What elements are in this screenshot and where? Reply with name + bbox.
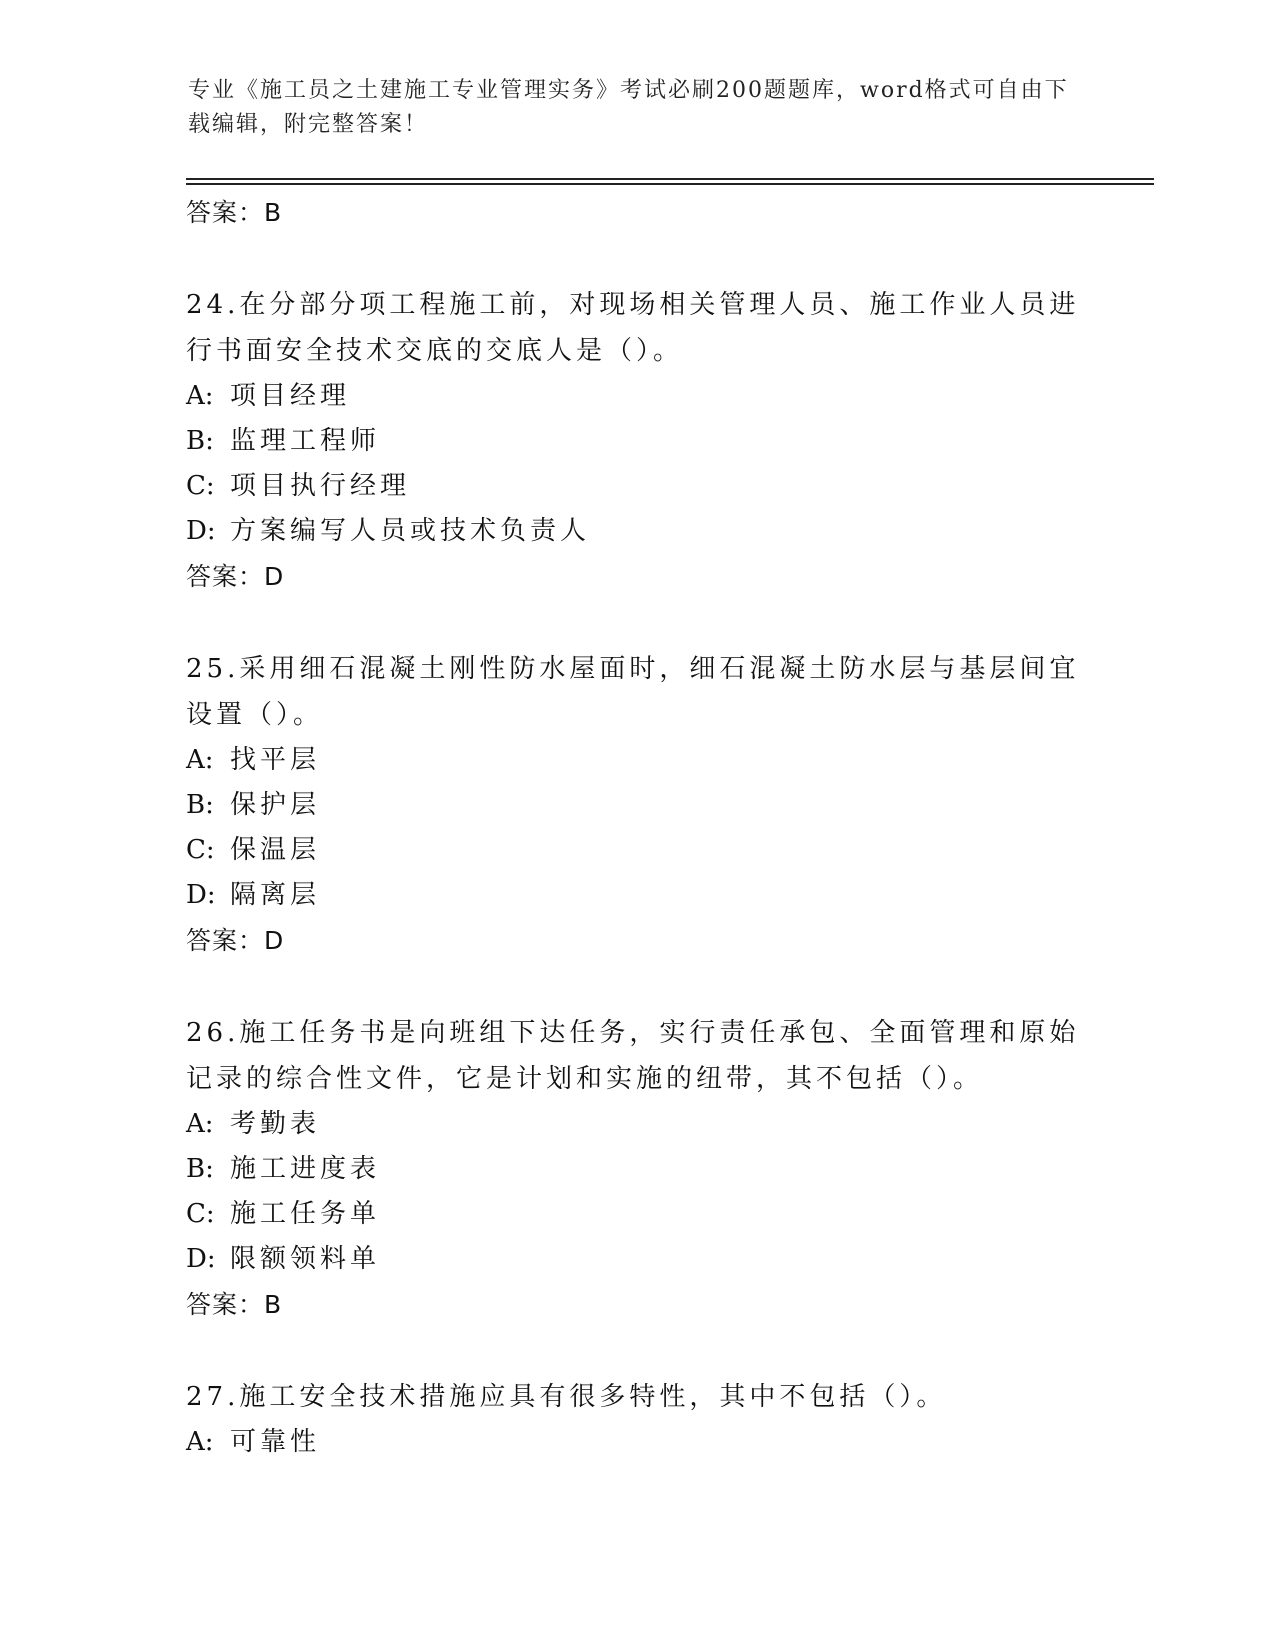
page-header: 专业《施工员之土建施工专业管理实务》考试必刷200题题库，word格式可自由下载编辑，附完整答案！: [188, 78, 1069, 137]
question-24: [186, 282, 1086, 600]
option-letter: A:: [186, 1109, 214, 1139]
option-letter: B:: [186, 1154, 214, 1184]
option-a: [186, 738, 1086, 783]
question-number: 25.: [186, 654, 240, 684]
option-letter: D:: [186, 880, 216, 910]
option-d: [186, 1237, 1086, 1282]
question-body: 采用细石混凝土刚性防水屋面时，细石混凝土防水层与基层间宜设置（）。: [186, 654, 1080, 730]
question-text: [186, 646, 1086, 738]
option-letter: C:: [186, 835, 215, 865]
header-rule-top: [186, 178, 1154, 180]
option-b: [186, 1147, 1086, 1192]
option-text: 项目经理: [230, 381, 351, 411]
option-text: 考勤表: [230, 1109, 321, 1139]
question-text: [186, 1374, 1086, 1420]
question-body: 在分部分项工程施工前，对现场相关管理人员、施工作业人员进行书面安全技术交底的交底人是（）。: [186, 290, 1080, 366]
option-d: [186, 509, 1086, 554]
option-letter: A:: [186, 745, 214, 775]
question-body: 施工安全技术措施应具有很多特性，其中不包括（）。: [239, 1382, 947, 1412]
question-27: [186, 1374, 1086, 1465]
document-body: [186, 190, 1086, 1465]
option-text: 施工进度表: [230, 1154, 381, 1184]
option-text: 保温层: [230, 835, 321, 865]
option-text: 可靠性: [230, 1427, 321, 1457]
option-c: [186, 464, 1086, 509]
answer-line: 答案：B: [186, 198, 283, 227]
header-rule-bottom: [186, 183, 1154, 185]
option-letter: C:: [186, 471, 215, 501]
option-text: 找平层: [230, 745, 321, 775]
option-text: 隔离层: [230, 880, 321, 910]
option-letter: C:: [186, 1199, 215, 1229]
option-c: [186, 828, 1086, 873]
question-text: [186, 1010, 1086, 1102]
option-text: 施工任务单: [230, 1199, 381, 1229]
option-b: [186, 419, 1086, 464]
question-body: 施工任务书是向班组下达任务，实行责任承包、全面管理和原始记录的综合性文件，它是计划和实施的纽带，其不包括（）。: [186, 1018, 1080, 1094]
question-25: [186, 646, 1086, 964]
option-a: [186, 1420, 1086, 1465]
question-number: 27.: [186, 1382, 240, 1412]
option-text: 项目执行经理: [230, 471, 411, 501]
question-number: 24.: [186, 290, 240, 320]
option-letter: D:: [186, 1244, 216, 1274]
option-letter: A:: [186, 381, 214, 411]
option-b: [186, 783, 1086, 828]
question-number: 26.: [186, 1018, 240, 1048]
option-letter: D:: [186, 516, 216, 546]
option-text: 保护层: [230, 790, 321, 820]
option-letter: B:: [186, 426, 214, 456]
option-letter: B:: [186, 790, 214, 820]
option-a: [186, 374, 1086, 419]
answer-line: 答案：D: [186, 926, 285, 955]
option-c: [186, 1192, 1086, 1237]
option-d: [186, 873, 1086, 918]
option-text: 限额领料单: [230, 1244, 381, 1274]
option-letter: A:: [186, 1427, 214, 1457]
option-a: [186, 1102, 1086, 1147]
question-26: [186, 1010, 1086, 1328]
answer-line: 答案：D: [186, 562, 285, 591]
option-text: 方案编写人员或技术负责人: [230, 516, 591, 546]
option-text: 监理工程师: [230, 426, 381, 456]
question-text: [186, 282, 1086, 374]
answer-line: 答案：B: [186, 1290, 283, 1319]
